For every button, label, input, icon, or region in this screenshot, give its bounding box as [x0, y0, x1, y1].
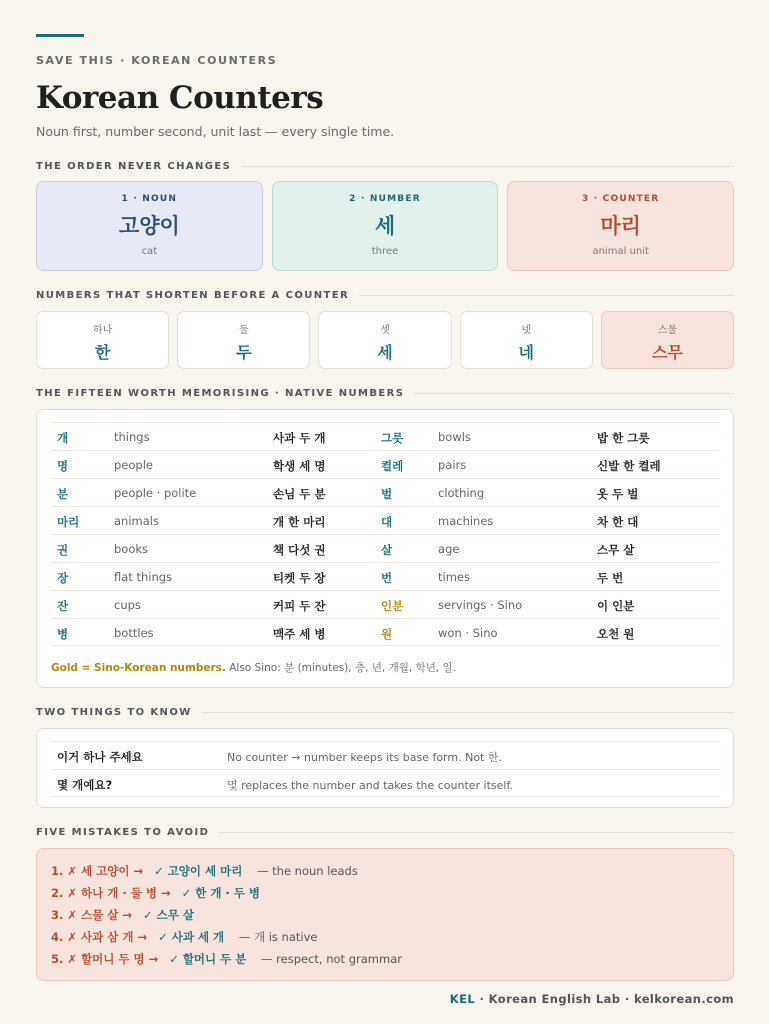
counter-word: 분 — [57, 487, 69, 501]
counter-word: 대 — [381, 515, 393, 529]
shorten-card — [36, 311, 169, 369]
table-row — [51, 422, 720, 450]
page-subtitle: Noun first, number second, unit last — every single time. — [36, 124, 395, 139]
table-row — [51, 590, 720, 618]
counter-word: 켤레 — [381, 459, 404, 473]
divider — [359, 295, 734, 296]
base-form: 둘 — [238, 325, 249, 336]
mistake-note: — the noun leads — [257, 864, 358, 878]
table-row — [51, 562, 720, 590]
counter-example: 밥 한 그릇 — [597, 431, 650, 445]
footer-text[interactable]: · Korean English Lab · kelkorean.com — [475, 992, 734, 1006]
counter-meaning: bottles — [114, 626, 154, 640]
mistake-item — [51, 907, 205, 923]
counter-meaning: things — [114, 430, 150, 444]
divider — [202, 712, 734, 713]
short-form: 한 — [94, 343, 111, 362]
counter-example: 이 인분 — [597, 599, 635, 613]
right-form: ✓ 할머니 두 분 — [169, 952, 247, 966]
base-form: 스물 — [657, 325, 678, 336]
counter-meaning: clothing — [438, 486, 485, 500]
counter-example: 커피 두 잔 — [273, 599, 326, 613]
card-english: three — [371, 246, 399, 257]
card-label: 2 · NUMBER — [349, 194, 421, 204]
counters-table — [36, 409, 734, 688]
base-form: 넷 — [521, 325, 532, 336]
mistake-item — [51, 885, 271, 901]
section-fifteen-heading: THE FIFTEEN WORTH MEMORISING · NATIVE NUMBERS — [36, 386, 734, 400]
short-form: 스무 — [651, 343, 683, 362]
sino-note-bold: Gold = Sino-Korean numbers. — [51, 662, 226, 674]
counter-meaning: people — [114, 458, 153, 472]
card-english: cat — [141, 246, 158, 257]
order-card-noun — [36, 181, 263, 271]
counter-example: 학생 세 명 — [273, 459, 326, 473]
counter-word: 번 — [381, 571, 393, 585]
tip-explanation: 몇 replaces the number and takes the counter itself. — [227, 779, 514, 792]
counter-example: 손님 두 분 — [273, 487, 326, 501]
mistake-item — [51, 863, 358, 879]
counter-example: 오천 원 — [597, 627, 635, 641]
shorten-card — [460, 311, 593, 369]
counter-meaning: pairs — [438, 458, 467, 472]
counter-example: 두 번 — [597, 571, 624, 585]
divider — [219, 832, 734, 833]
wrong-form: 3. ✗ 스물 살 → — [51, 908, 132, 922]
card-english: animal unit — [592, 246, 649, 257]
order-cards — [36, 181, 734, 271]
counter-example: 개 한 마리 — [273, 515, 326, 529]
footer-brand: KEL — [449, 992, 476, 1006]
table-row — [51, 478, 720, 506]
table-row — [51, 506, 720, 534]
right-form: ✓ 사과 세 개 — [158, 930, 225, 944]
short-form: 네 — [518, 343, 534, 362]
wrong-form: 1. ✗ 세 고양이 → — [51, 864, 144, 878]
short-form: 두 — [236, 343, 252, 362]
counter-example: 티켓 두 장 — [273, 571, 326, 585]
tip-row — [51, 769, 720, 797]
counter-example: 맥주 세 병 — [273, 627, 326, 641]
counter-word: 그릇 — [381, 431, 404, 445]
counter-meaning: servings · Sino — [438, 598, 523, 612]
counter-meaning: age — [438, 542, 460, 556]
top-accent-rule — [36, 34, 84, 37]
counter-meaning: books — [114, 542, 149, 556]
right-form: ✓ 스무 살 — [142, 908, 194, 922]
counter-word: 개 — [57, 431, 69, 445]
counter-meaning: won · Sino — [438, 626, 498, 640]
card-label: 1 · NOUN — [121, 194, 178, 204]
counter-word: 권 — [57, 543, 69, 557]
counter-meaning: machines — [438, 514, 494, 528]
right-form: ✓ 고양이 세 마리 — [154, 864, 243, 878]
divider — [414, 393, 734, 394]
order-card-counter — [507, 181, 734, 271]
counter-example: 차 한 대 — [597, 515, 639, 529]
mistakes-box — [36, 848, 734, 981]
sino-note-text: Also Sino: 분 (minutes), 층, 년, 개월, 학년, 일. — [225, 662, 456, 674]
page-title: Korean Counters — [36, 80, 324, 116]
counter-example: 옷 두 벌 — [597, 487, 639, 501]
counter-meaning: cups — [114, 598, 141, 612]
section-five-heading: FIVE MISTAKES TO AVOID — [36, 825, 734, 839]
counter-word: 벌 — [381, 487, 393, 501]
mistake-item — [51, 951, 402, 967]
card-korean: 고양이 — [118, 214, 180, 238]
counter-example: 책 다섯 권 — [273, 543, 326, 557]
counter-word: 살 — [381, 543, 393, 557]
table-row — [51, 534, 720, 562]
counter-meaning: animals — [114, 514, 159, 528]
counter-word-sino: 원 — [381, 627, 393, 641]
mistake-item — [51, 929, 317, 945]
wrong-form: 2. ✗ 하나 개 · 둘 병 → — [51, 886, 171, 900]
shorten-card — [318, 311, 451, 369]
shorten-card — [177, 311, 310, 369]
shorten-card-highlight — [601, 311, 734, 369]
section-shorten-heading: NUMBERS THAT SHORTEN BEFORE A COUNTER — [36, 288, 734, 302]
counter-word-sino: 인분 — [381, 599, 404, 613]
counter-example: 스무 살 — [597, 543, 635, 557]
mistake-note: — respect, not grammar — [261, 952, 402, 966]
tip-row — [51, 741, 720, 769]
counter-word: 병 — [57, 627, 69, 641]
right-form: ✓ 한 개 · 두 병 — [181, 886, 261, 900]
card-korean: 세 — [374, 214, 396, 238]
order-card-number — [272, 181, 499, 271]
table-row — [51, 450, 720, 478]
counter-example: 신발 한 켤레 — [597, 459, 661, 473]
section-two-heading: TWO THINGS TO KNOW — [36, 705, 734, 719]
mistake-note: — 개 is native — [238, 930, 318, 944]
wrong-form: 5. ✗ 할머니 두 명 → — [51, 952, 159, 966]
table-row — [51, 618, 720, 646]
counter-example: 사과 두 개 — [273, 431, 326, 445]
tip-phrase: 이거 하나 주세요 — [57, 750, 143, 764]
base-form: 하나 — [92, 325, 113, 336]
sino-note — [51, 660, 456, 675]
kicker: SAVE THIS · KOREAN COUNTERS — [36, 54, 278, 67]
card-korean: 마리 — [600, 214, 641, 238]
footer — [450, 992, 734, 1006]
base-form: 셋 — [380, 325, 390, 336]
counter-word: 마리 — [57, 515, 80, 529]
counter-word: 잔 — [57, 599, 69, 613]
counter-word: 장 — [57, 571, 69, 585]
card-label: 3 · COUNTER — [581, 194, 660, 204]
shorten-cards — [36, 311, 734, 369]
two-things-box — [36, 728, 734, 808]
counter-word: 명 — [57, 459, 69, 473]
counter-meaning: bowls — [438, 430, 471, 444]
tip-phrase: 몇 개예요? — [57, 778, 113, 792]
counter-meaning: flat things — [114, 570, 173, 584]
short-form: 세 — [377, 343, 393, 362]
counter-meaning: people · polite — [114, 486, 197, 500]
wrong-form: 4. ✗ 사과 삼 개 → — [51, 930, 148, 944]
divider — [241, 166, 734, 167]
tip-explanation: No counter → number keeps its base form. Not 한. — [227, 751, 502, 764]
section-order-heading: THE ORDER NEVER CHANGES — [36, 159, 734, 173]
counter-meaning: times — [438, 570, 470, 584]
